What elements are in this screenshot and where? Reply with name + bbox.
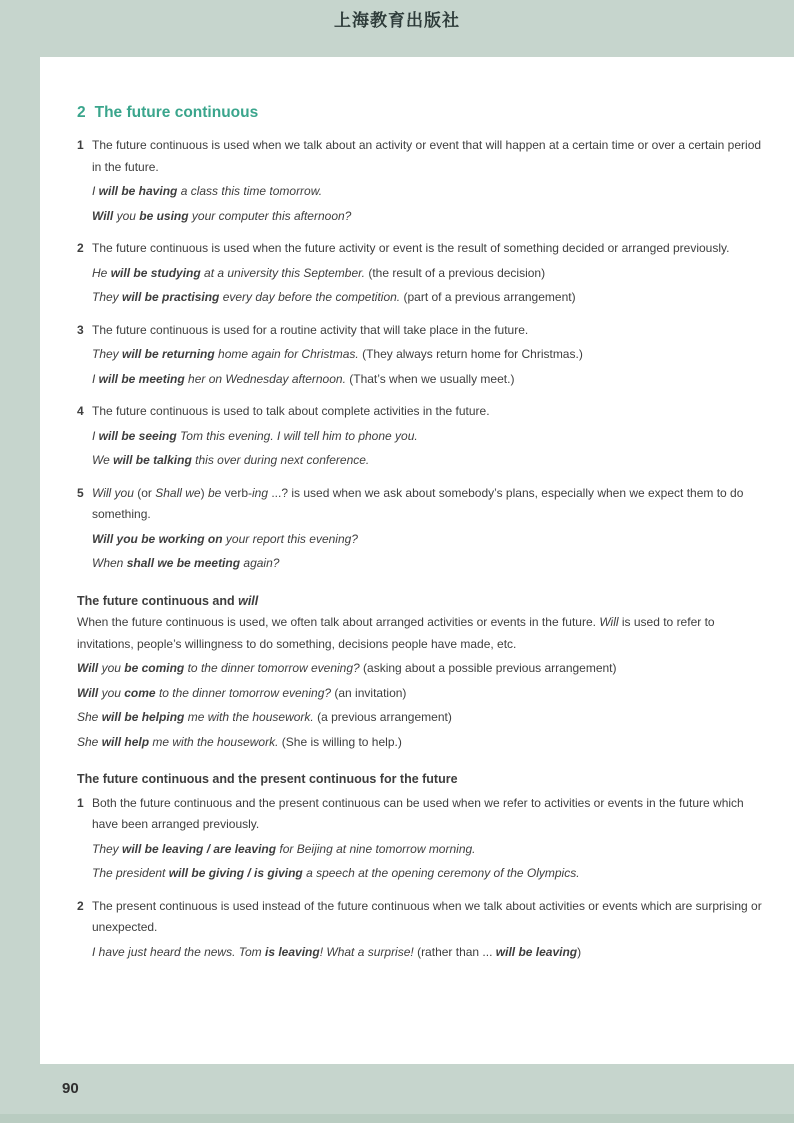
example-sentence: They will be practising every day before the competition. (part of a previous arrangement) xyxy=(92,290,576,304)
example-sentence: I will be seeing Tom this evening. I will tell him to phone you. xyxy=(92,428,418,443)
grammar-point xyxy=(77,483,762,575)
section-number: 2 xyxy=(77,104,86,121)
point-number: 5 xyxy=(77,485,84,500)
point-number: 2 xyxy=(77,898,84,913)
grammar-point xyxy=(77,401,762,472)
section-heading xyxy=(77,104,762,122)
subsection-paragraph: When the future continuous is used, we often talk about arranged activities or events in the future. Will is used to refer to invitations, people’s willingness to do something, decisions people have made, etc. xyxy=(77,615,715,651)
point-text: The present continuous is used instead of the future continuous when we talk about activities or events which are surprising or unexpected. xyxy=(92,898,762,934)
grammar-point xyxy=(77,238,762,309)
textbook-page xyxy=(40,57,794,1064)
example-sentence: Will you be coming to the dinner tomorrow evening? (asking about a possible previous arrangement) xyxy=(77,661,617,675)
point-text: The future continuous is used when the future activity or event is the result of something decided or arranged previously. xyxy=(92,241,730,255)
subsection-heading: The future continuous and will xyxy=(77,593,259,608)
grammar-point xyxy=(77,793,762,885)
publisher-header: 上海教育出版社 xyxy=(334,11,460,30)
example-sentence: He will be studying at a university this September. (the result of a previous decision) xyxy=(92,265,546,280)
example-sentence: I will be meeting her on Wednesday afternoon. (That’s when we usually meet.) xyxy=(92,371,515,386)
example-sentence: Will you come to the dinner tomorrow evening? (an invitation) xyxy=(77,685,407,700)
example-sentence: I have just heard the news. Tom is leaving! What a surprise! (rather than ... will be leaving) xyxy=(92,944,582,959)
section-title: The future continuous xyxy=(94,104,259,121)
point-number: 1 xyxy=(77,138,84,152)
example-sentence: They will be returning home again for Christmas. (They always return home for Christmas.) xyxy=(92,347,583,361)
point-number: 2 xyxy=(77,241,84,255)
example-sentence: Will you be using your computer this afternoon? xyxy=(92,208,352,223)
example-sentence: She will be helping me with the housework. (a previous arrangement) xyxy=(77,710,452,724)
example-sentence: They will be leaving / are leaving for Beijing at nine tomorrow morning. xyxy=(92,841,476,856)
example-sentence: We will be talking this over during next conference. xyxy=(92,453,370,467)
point-number: 1 xyxy=(77,795,84,810)
example-sentence: The president will be giving / is giving a speech at the opening ceremony of the Olympics. xyxy=(92,866,580,880)
grammar-point xyxy=(77,320,762,391)
point-text: The future continuous is used to talk about complete activities in the future. xyxy=(92,404,490,418)
example-sentence: When shall we be meeting again? xyxy=(92,556,280,570)
page-number: 90 xyxy=(62,1080,79,1097)
point-text: The future continuous is used when we talk about an activity or event that will happen at a certain time or over a certain period in the future. xyxy=(92,138,762,174)
example-sentence: I will be having a class this time tomorrow. xyxy=(92,184,323,198)
example-sentence: Will you be working on your report this evening? xyxy=(92,531,358,546)
point-text: Will you (or Shall we) be verb-ing ...? is used when we ask about somebody’s plans, especially when we expect them to do something. xyxy=(92,485,744,521)
point-text: Both the future continuous and the present continuous can be used when we refer to activities or events in the future which have been arranged previously. xyxy=(92,795,744,831)
page-content xyxy=(40,57,794,963)
grammar-point xyxy=(77,896,762,964)
example-sentence: She will help me with the housework. (She is willing to help.) xyxy=(77,734,402,749)
bottom-edge-strip xyxy=(0,1114,794,1123)
point-text: The future continuous is used for a routine activity that will take place in the future. xyxy=(92,322,529,337)
point-number: 3 xyxy=(77,322,84,337)
point-number: 4 xyxy=(77,404,84,418)
subsection-heading: The future continuous and the present continuous for the future xyxy=(77,772,458,786)
grammar-point xyxy=(77,135,762,227)
